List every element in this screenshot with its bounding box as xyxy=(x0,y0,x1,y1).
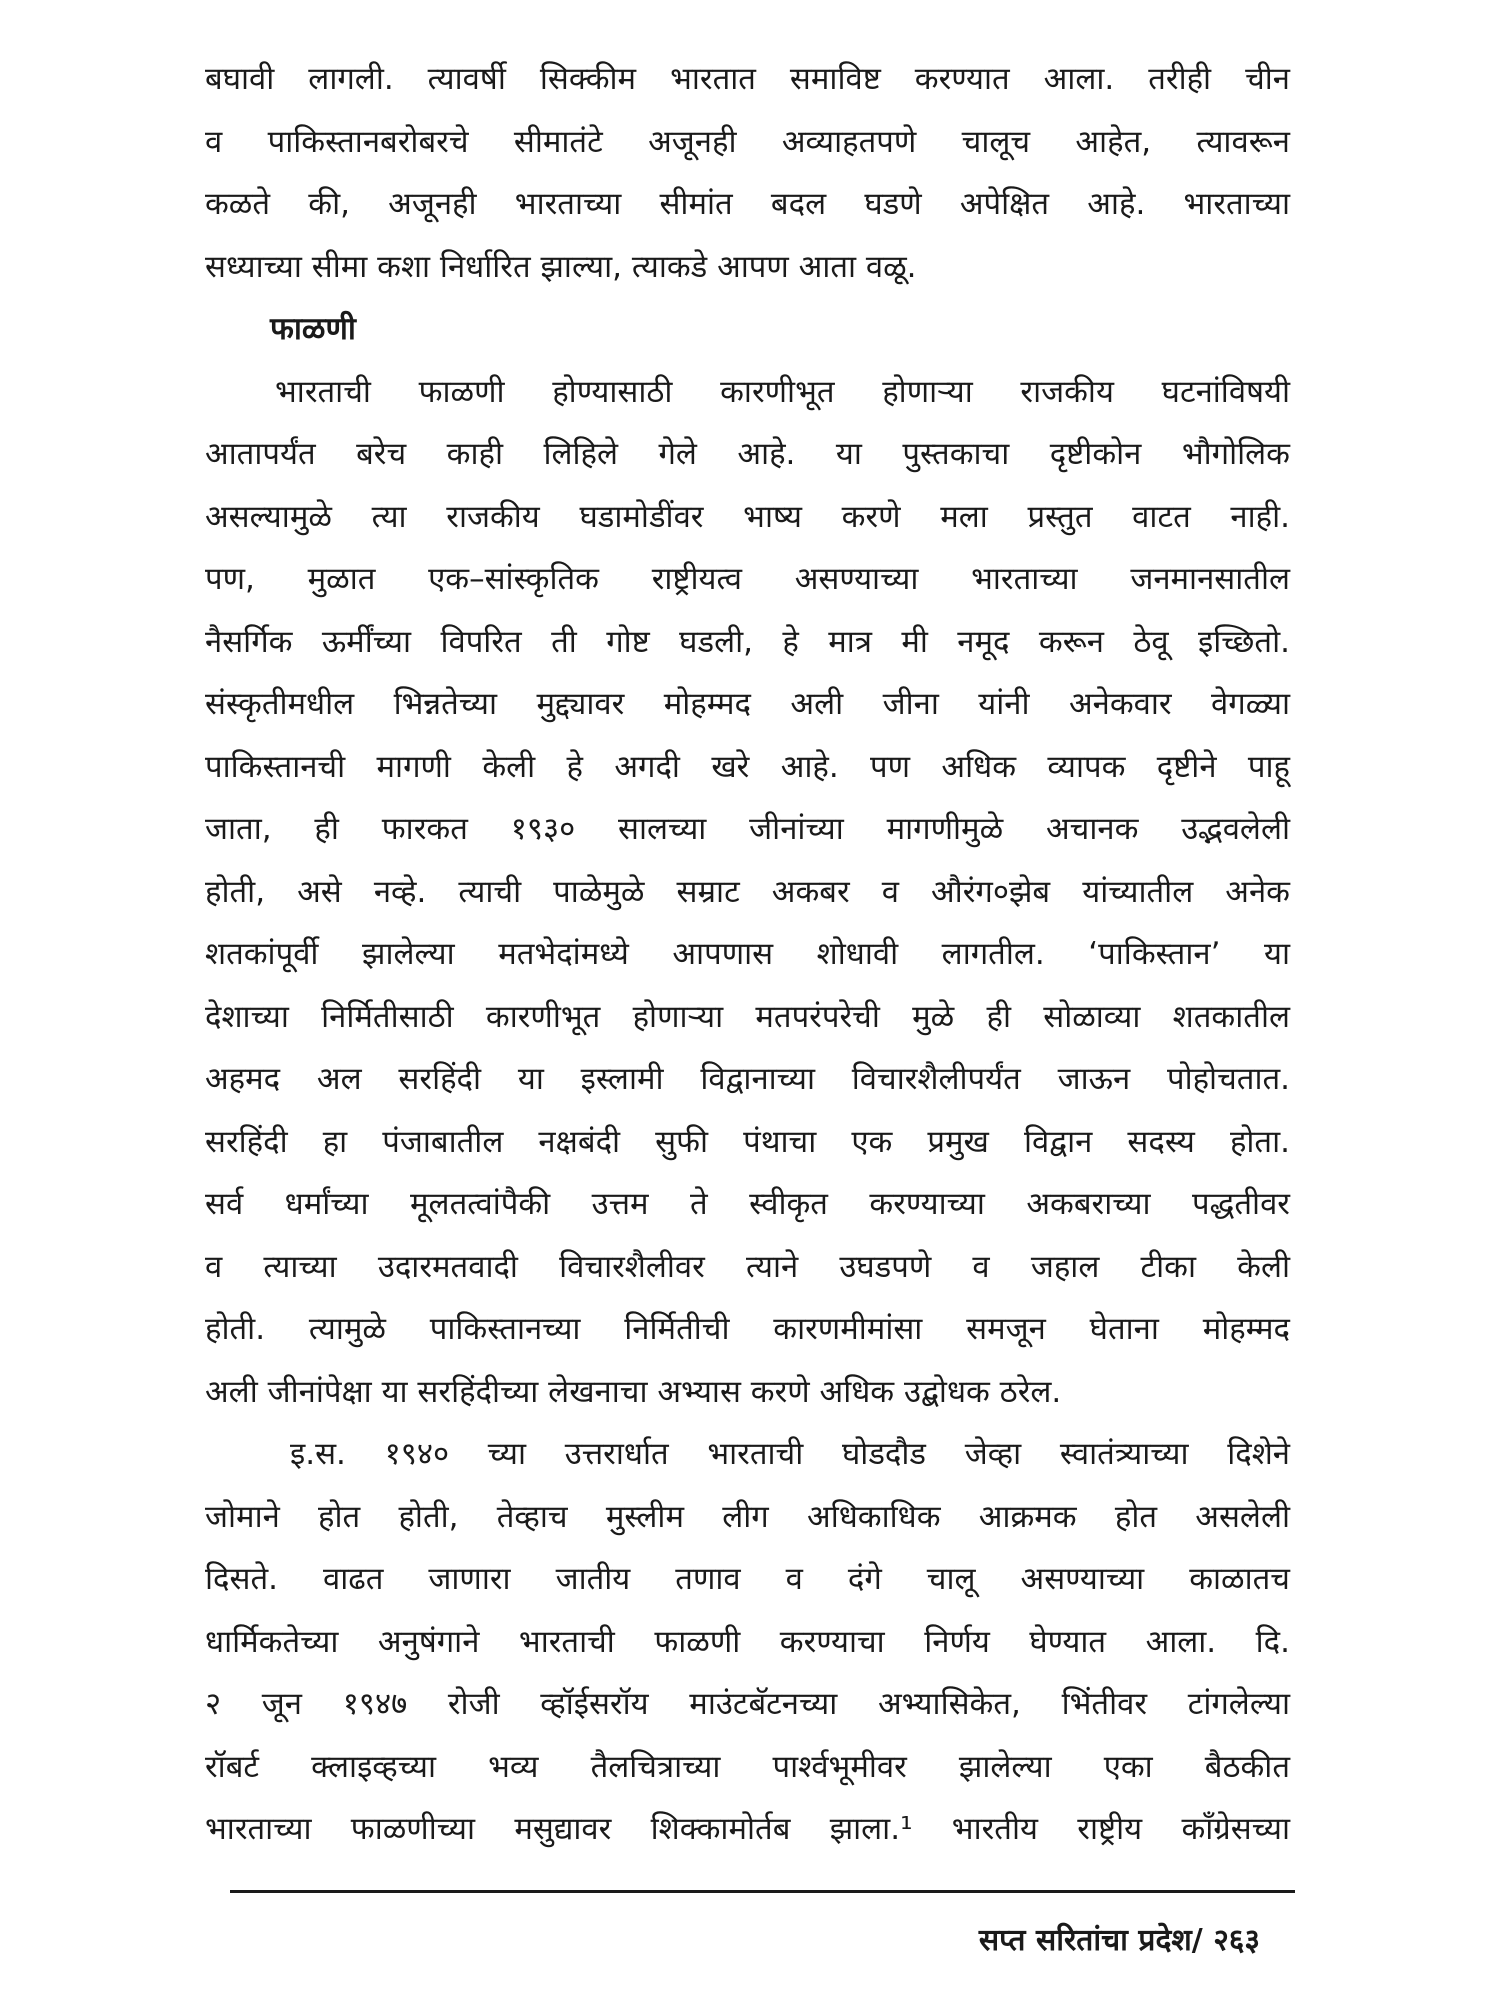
text-line: दिसते. वाढत जाणारा जातीय तणाव व दंगे चालू असण्याच्या काळातच xyxy=(205,1561,1290,1597)
text-line: पाकिस्तानची मागणी केली हे अगदी खरे आहे. पण अधिक व्यापक दृष्टीने पाहू xyxy=(205,748,1290,785)
text-line: रॉबर्ट क्लाइव्हच्या भव्य तैलचित्राच्या पार्श्वभूमीवर झालेल्या एका बैठकीत xyxy=(205,1748,1290,1785)
section-heading: फाळणी xyxy=(270,311,356,347)
text-line: पण, मुळात एक–सांस्कृतिक राष्ट्रीयत्व असण्याच्या भारताच्या जनमानसातील xyxy=(205,561,1290,597)
text-line: संस्कृतीमधील भिन्नतेच्या मुद्द्यावर मोहम्मद अली जीना यांनी अनेकवार वेगळ्या xyxy=(205,686,1290,722)
text-line: सरहिंदी हा पंजाबातील नक्षबंदी सुफी पंथाचा एक प्रमुख विद्वान सदस्य होता. xyxy=(205,1123,1290,1160)
text-line: व पाकिस्तानबरोबरचे सीमातंटे अजूनही अव्याहतपणे चालूच आहेत, त्यावरून xyxy=(205,123,1290,160)
text-line: सध्याच्या सीमा कशा निर्धारित झाल्या, त्याकडे आपण आता वळू. xyxy=(205,248,917,285)
text-line: २ जून १९४७ रोजी व्हॉईसरॉय माउंटबॅटनच्या अभ्यासिकेत, भिंतीवर टांगलेल्या xyxy=(205,1686,1290,1722)
text-line: कळते की, अजूनही भारताच्या सीमांत बदल घडणे अपेक्षित आहे. भारताच्या xyxy=(205,186,1290,222)
text-line: आतापर्यंत बरेच काही लिहिले गेले आहे. या पुस्तकाचा दृष्टीकोन भौगोलिक xyxy=(205,436,1290,472)
body-text xyxy=(205,48,1290,1861)
text-line: इ.स. १९४० च्या उत्तरार्धात भारताची घोडदौड जेव्हा स्वातंत्र्याच्या दिशेने xyxy=(290,1436,1290,1472)
text-line: सर्व धर्मांच्या मूलतत्वांपैकी उत्तम ते स्वीकृत करण्याच्या अकबराच्या पद्धतीवर xyxy=(205,1186,1290,1222)
text-line: बघावी लागली. त्यावर्षी सिक्कीम भारतात समाविष्ट करण्यात आला. तरीही चीन xyxy=(205,61,1290,97)
text-line: असल्यामुळे त्या राजकीय घडामोडींवर भाष्य करणे मला प्रस्तुत वाटत नाही. xyxy=(205,498,1290,535)
text-line: भारताची फाळणी होण्यासाठी कारणीभूत होणाऱ्या राजकीय घटनांविषयी xyxy=(275,373,1290,410)
text-line: देशाच्या निर्मितीसाठी कारणीभूत होणाऱ्या मतपरंपरेची मुळे ही सोळाव्या शतकातील xyxy=(205,998,1290,1035)
text-line: शतकांपूर्वी झालेल्या मतभेदांमध्ये आपणास शोधावी लागतील. ‘पाकिस्तान’ या xyxy=(205,936,1291,972)
text-line: जोमाने होत होती, तेव्हाच मुस्लीम लीग अधिकाधिक आक्रमक होत असलेली xyxy=(205,1498,1290,1535)
text-line: अहमद अल सरहिंदी या इस्लामी विद्वानाच्या विचारशैलीपर्यंत जाऊन पोहोचतात. xyxy=(205,1061,1290,1097)
text-line: नैसर्गिक ऊर्मींच्या विपरित ती गोष्ट घडली, हे मात्र मी नमूद करून ठेवू इच्छितो. xyxy=(205,623,1290,660)
running-footer: सप्त सरितांचा प्रदेश/ २६३ xyxy=(978,1923,1260,1958)
text-line: भारताच्या फाळणीच्या मसुद्यावर शिक्कामोर्तब झाला.¹ भारतीय राष्ट्रीय काँग्रेसच्या xyxy=(205,1811,1290,1847)
text-line: जाता, ही फारकत १९३० सालच्या जीनांच्या मागणीमुळे अचानक उद्भवलेली xyxy=(205,811,1290,847)
text-line: होती. त्यामुळे पाकिस्तानच्या निर्मितीची कारणमीमांसा समजून घेताना मोहम्मद xyxy=(205,1311,1290,1347)
footer-divider xyxy=(230,1890,1295,1893)
text-line: अली जीनांपेक्षा या सरहिंदीच्या लेखनाचा अभ्यास करणे अधिक उद्बोधक ठरेल. xyxy=(205,1373,1062,1410)
text-line: व त्याच्या उदारमतवादी विचारशैलीवर त्याने उघडपणे व जहाल टीका केली xyxy=(205,1248,1290,1285)
text-line: होती, असे नव्हे. त्याची पाळेमुळे सम्राट अकबर व औरंग०झेब यांच्यातील अनेक xyxy=(205,873,1290,910)
text-line: धार्मिकतेच्या अनुषंगाने भारताची फाळणी करण्याचा निर्णय घेण्यात आला. दि. xyxy=(205,1623,1290,1660)
